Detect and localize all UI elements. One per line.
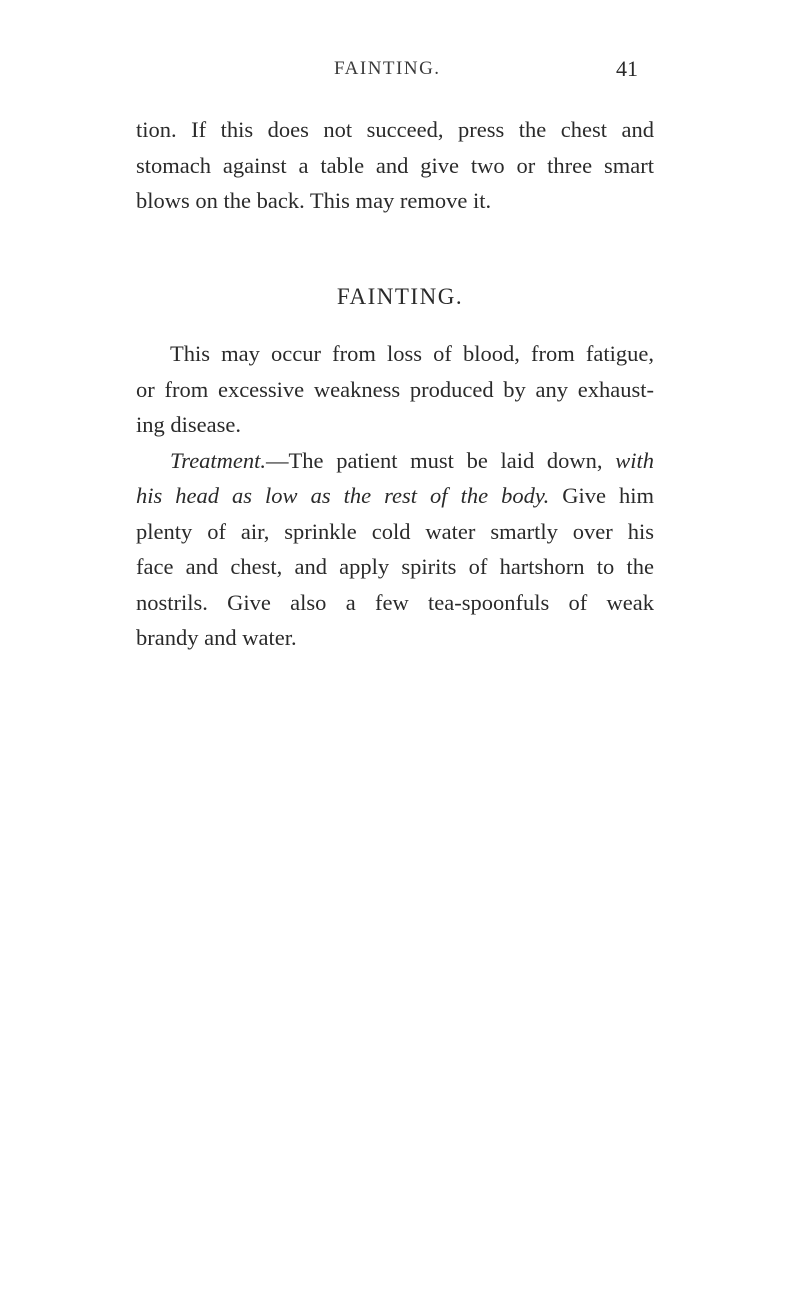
text-line: or from excessive weakness produced by any exhaust- [136, 376, 654, 402]
text-line: plenty of air, sprinkle cold water smartly over his [136, 518, 654, 544]
text-line: brandy and water. [136, 625, 297, 650]
treatment-text: The patient must be laid down, [288, 447, 616, 473]
treatment-emphasis: his head as low as the rest of the body. [136, 483, 550, 508]
treatment-label: Treatment. [170, 447, 267, 473]
treatment-line [136, 443, 654, 479]
text-line: ing disease. [136, 412, 241, 437]
text-line: This may occur from loss of blood, from fatigue, [170, 341, 654, 366]
treatment-dash: — [266, 447, 289, 473]
page-number: 41 [616, 56, 638, 81]
text-line: nostrils. Give also a few tea-spoonfuls of weak [136, 589, 654, 615]
section-heading: FAINTING. [336, 284, 464, 309]
running-head: FAINTING. [334, 58, 441, 79]
text-line: face and chest, and apply spirits of hartshorn to the [136, 554, 654, 579]
treatment-text: Give him [549, 483, 654, 508]
continuation-paragraph [136, 112, 654, 219]
text-line: tion. If this does not succeed, press the chest and [136, 117, 654, 142]
text-line: blows on the back. This may remove it. [136, 188, 492, 213]
text-line: stomach against a table and give two or three smart [136, 152, 654, 178]
treatment-emphasis: with [615, 447, 654, 473]
treatment-line [136, 478, 654, 514]
section-body [136, 336, 654, 656]
